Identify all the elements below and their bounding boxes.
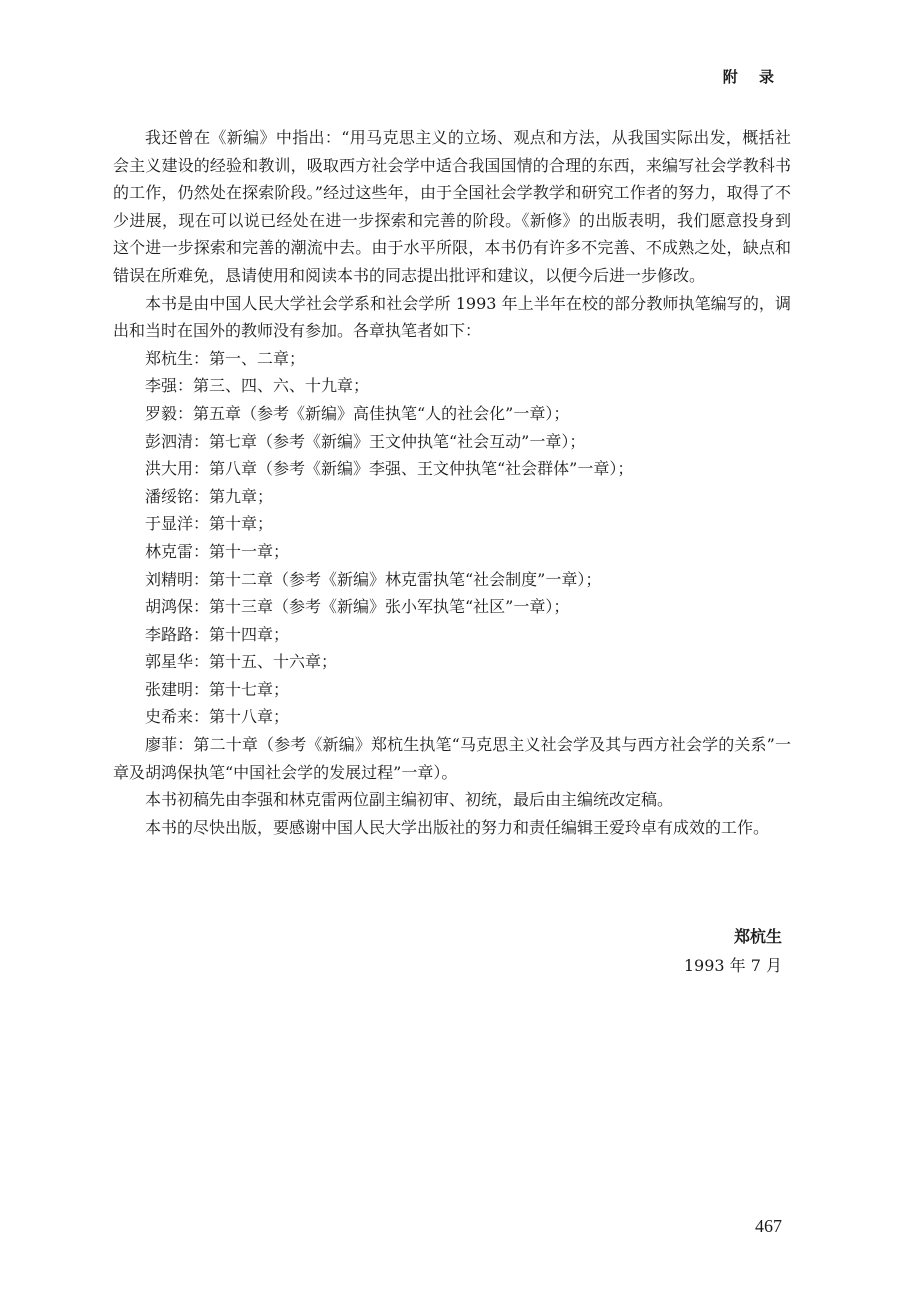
author-item: 于显洋：第十章； — [145, 514, 274, 534]
author-item: 张建明：第十七章； — [145, 679, 290, 699]
body-text — [113, 124, 791, 841]
author-item: 刘精明：第十二章（参考《新编》林克雷执笔“社会制度”一章）； — [145, 569, 602, 589]
signature-block — [684, 922, 782, 980]
author-item: 胡鸿保：第十三章（参考《新编》张小军执笔“社区”一章）； — [145, 597, 570, 617]
paragraph: 我还曾在《新编》中指出：“用马克思主义的立场、观点和方法，从我国实际出发，概括社会主义建设的经验和教训，吸取西方社会学中适合我国国情的合理的东西，来编写社会学教科书的工作，仍然处在探索阶段。”经过这些年，由于全国社会学教学和研究工作者的努力，取得了不少进展，现在可以说已经处在进一步探索和完善的阶段。《新修》的出版表明，我们愿意投身到这个进一步探索和完善的潮流中去。由于水平所限，本书仍有许多不完善、不成熟之处，缺点和错误在所难免，恳请使用和阅读本书的同志提出批评和建议，以便今后进一步修改。 — [113, 128, 791, 285]
signature-date: 1993 年 7 月 — [683, 956, 782, 975]
paragraph: 本书是由中国人民大学社会学系和社会学所 1993 年上半年在校的部分教师执笔编写的，调出和当时在国外的教师没有参加。各章执笔者如下： — [113, 293, 791, 341]
author-item: 李路路：第十四章； — [145, 624, 290, 644]
author-item: 洪大用：第八章（参考《新编》李强、王文仲执笔“社会群体”一章）； — [145, 459, 634, 479]
page-number: 467 — [755, 1216, 782, 1236]
author-item: 林克雷：第十一章； — [145, 541, 290, 561]
author-item: 李强：第三、四、六、十九章； — [145, 376, 370, 396]
author-item: 潘绥铭：第九章； — [145, 486, 274, 506]
author-item: 郭星华：第十五、十六章； — [145, 652, 338, 672]
author-item: 彭泗清：第七章（参考《新编》王文仲执笔“社会互动”一章）； — [145, 431, 586, 451]
author-item: 罗毅：第五章（参考《新编》高佳执笔“人的社会化”一章）； — [145, 403, 570, 423]
author-item: 史希来：第十八章； — [145, 707, 290, 727]
author-list — [113, 345, 791, 787]
author-item: 郑杭生：第一、二章； — [145, 348, 306, 368]
running-header: 附 录 — [722, 68, 782, 86]
paragraph: 本书的尽快出版，要感谢中国人民大学出版社的努力和责任编辑王爱玲卓有成效的工作。 — [145, 817, 770, 837]
signature-name: 郑杭生 — [733, 927, 782, 946]
paragraph: 本书初稿先由李强和林克雷两位副主编初审、初统，最后由主编统改定稿。 — [145, 790, 674, 810]
author-item: 廖菲：第二十章（参考《新编》郑杭生执笔“马克思主义社会学及其与西方社会学的关系”一章及胡鸿保执笔“中国社会学的发展过程”一章）。 — [113, 735, 791, 782]
